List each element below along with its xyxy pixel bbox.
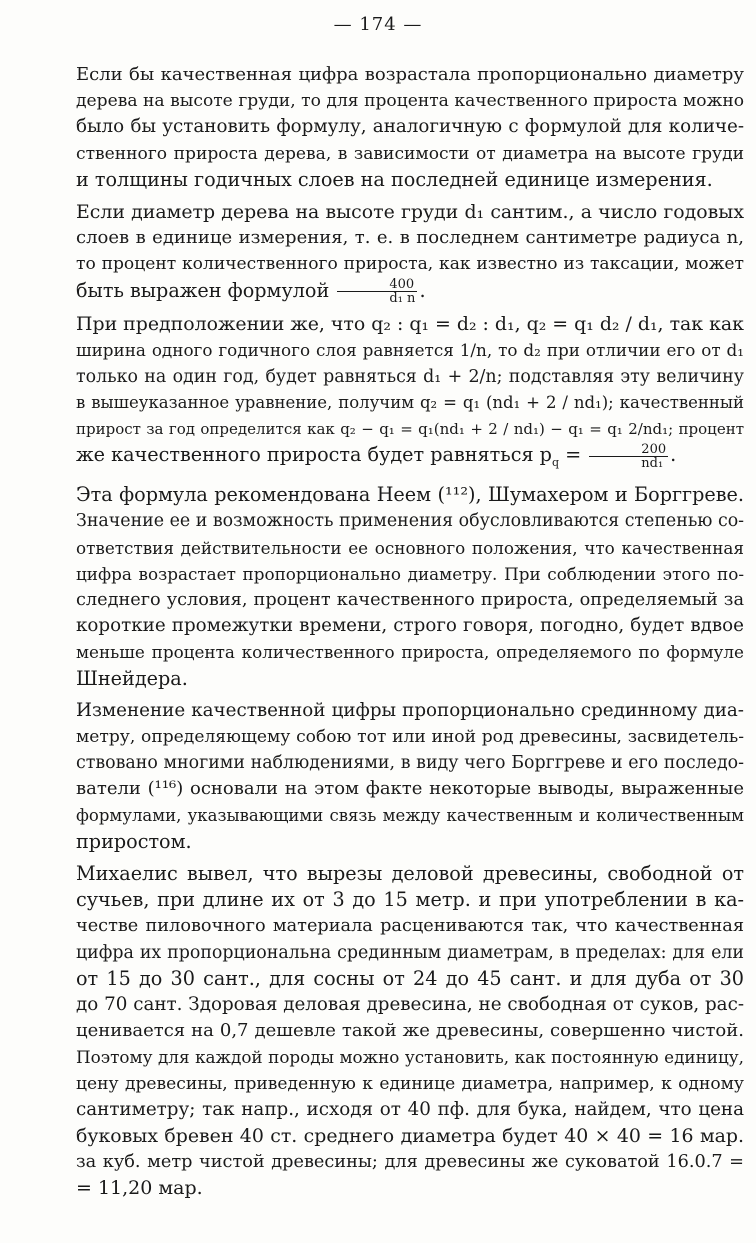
text-line: короткие промежутки времени, строго говоря, погодно, будет вдвое — [76, 615, 744, 637]
text-line: буковых бревен 40 ст. среднего диаметра будет 40 × 40 = 16 мар. — [76, 1125, 744, 1148]
text-line: дерева на высоте груди, то для процента качественного прироста можно — [76, 91, 744, 112]
text-line: за куб. метр чистой древесины; для древесины же суковатой 16.0.7 = — [76, 1152, 744, 1173]
formula-tail: . — [670, 443, 677, 467]
text-line: Изменение качественной цифры пропорционально срединному диа- — [76, 699, 744, 721]
fraction-denominator: nd₁ — [641, 455, 664, 471]
paragraph-5 — [26, 698, 744, 855]
text-line: в вышеуказанное уравнение, получим q₂ = q₁ (nd₁ + 2 / nd₁); качественный — [76, 392, 744, 412]
text-line: метру, определяющему собою тот или иной род древесины, засвидетель- — [76, 727, 744, 747]
fraction — [337, 278, 417, 305]
formula-equals: = — [559, 443, 588, 467]
text-line: и толщины годичных слоев на последней единице измерения. — [76, 167, 713, 191]
text-line: то процент количественного прироста, как известно из таксации, может — [76, 254, 744, 275]
fraction — [589, 443, 668, 470]
text-line: до 70 сант. Здоровая деловая древесина, не свободная от суков, рас- — [76, 994, 744, 1016]
text-line: ватели (¹¹⁶) основали на этом факте некоторые выводы, выраженные — [76, 778, 744, 800]
formula-subscript: q — [551, 455, 560, 469]
formula-lead-text: быть выражен формулой — [76, 278, 330, 302]
fraction-numerator: 200 — [589, 443, 668, 457]
text-line: цену древесины, приведенную к единице диаметра, например, к одному — [76, 1073, 744, 1094]
paragraph-6 — [26, 861, 744, 1200]
paragraph-1 — [26, 62, 744, 193]
text-line: прирост за год определится как q₂ − q₁ = q₁(nd₁ + 2 / nd₁) − q₁ = q₁ 2/nd₁; процент — [76, 419, 744, 438]
text-line: от 15 до 30 сант., для сосны от 24 до 45 сант. и для дуба от 30 — [76, 966, 744, 990]
text-line: Шнейдера. — [76, 666, 188, 690]
paragraph-3 — [26, 311, 744, 476]
text-line: только на один год, будет равняться d₁ + 2/n; подставляя эту величину — [76, 366, 744, 387]
text-line: Если бы качественная цифра возрастала пропорционально диаметру — [76, 64, 744, 85]
text-line: Эта формула рекомендована Неем (¹¹²), Шумахером и Борггреве. — [76, 483, 744, 507]
text-line: ствовано многими наблюдениями, в виду чего Борггреве и его последо- — [76, 753, 744, 774]
formula-lead-text: же качественного прироста будет равняться p — [76, 443, 552, 467]
text-line: сучьев, при длине их от 3 до 15 метр. и при употреблении в ка- — [76, 888, 744, 912]
formula-tail: . — [419, 278, 426, 302]
page-number: — 174 — — [333, 14, 423, 35]
text-line: ширина одного годичного слоя равняется 1/n, то d₂ при отличии его от d₁ — [76, 340, 744, 361]
text-line: было бы установить формулу, аналогичную с формулой для количе- — [76, 116, 744, 138]
text-line: честве пиловочного материала расцениваются так, что качественная — [76, 916, 744, 937]
text-line: Михаелис вывел, что вырезы деловой древесины, свободной от — [76, 862, 744, 886]
text-line: меньше процента количественного прироста, определяемого по формуле — [76, 642, 744, 663]
text-line: сантиметру; так напр., исходя от 40 пф. для бука, найдем, что цена — [76, 1098, 744, 1120]
fraction-denominator: d₁ n — [389, 291, 416, 307]
formula-line — [26, 278, 744, 306]
text-line: ценивается на 0,7 дешевле такой же древесины, совершенно чистой. — [76, 1020, 744, 1042]
text-line-cut-off: = 11,20 мар. — [76, 1177, 203, 1200]
text-line: приростом. — [76, 829, 192, 853]
paragraph-4 — [26, 482, 744, 692]
main-text — [26, 62, 745, 1200]
paragraph-2 — [26, 199, 744, 305]
formula-line — [26, 442, 744, 476]
text-line: слоев в единице измерения, т. е. в последнем сантиметре радиуса n, — [76, 227, 744, 249]
text-line: следнего условия, процент качественного прироста, определяемый за — [76, 589, 744, 610]
text-line: При предположении же, что q₂ : q₁ = d₂ : d₁, q₂ = q₁ d₂ / d₁, так как — [76, 313, 744, 336]
text-line: цифра возрастает пропорционально диаметру. При соблюдении этого по- — [76, 563, 744, 584]
fraction-numerator: 400 — [337, 278, 417, 292]
text-line: формулами, указывающими связь между качественным и количественным — [76, 805, 744, 825]
text-line: ственного прироста дерева, в зависимости от диаметра на высоте груди — [76, 143, 744, 164]
text-line: Поэтому для каждой породы можно установить, как постоянную единицу, — [76, 1047, 744, 1068]
text-line: цифра их пропорциональна срединным диаметрам, в пределах: для ели — [76, 942, 744, 963]
text-line: Значение ее и возможность применения обусловливаются степенью со- — [76, 511, 745, 532]
text-line: ответствия действительности ее основного положения, что качественная — [76, 537, 744, 558]
text-line: Если диаметр дерева на высоте груди d₁ сантим., а число годовых — [76, 201, 744, 224]
